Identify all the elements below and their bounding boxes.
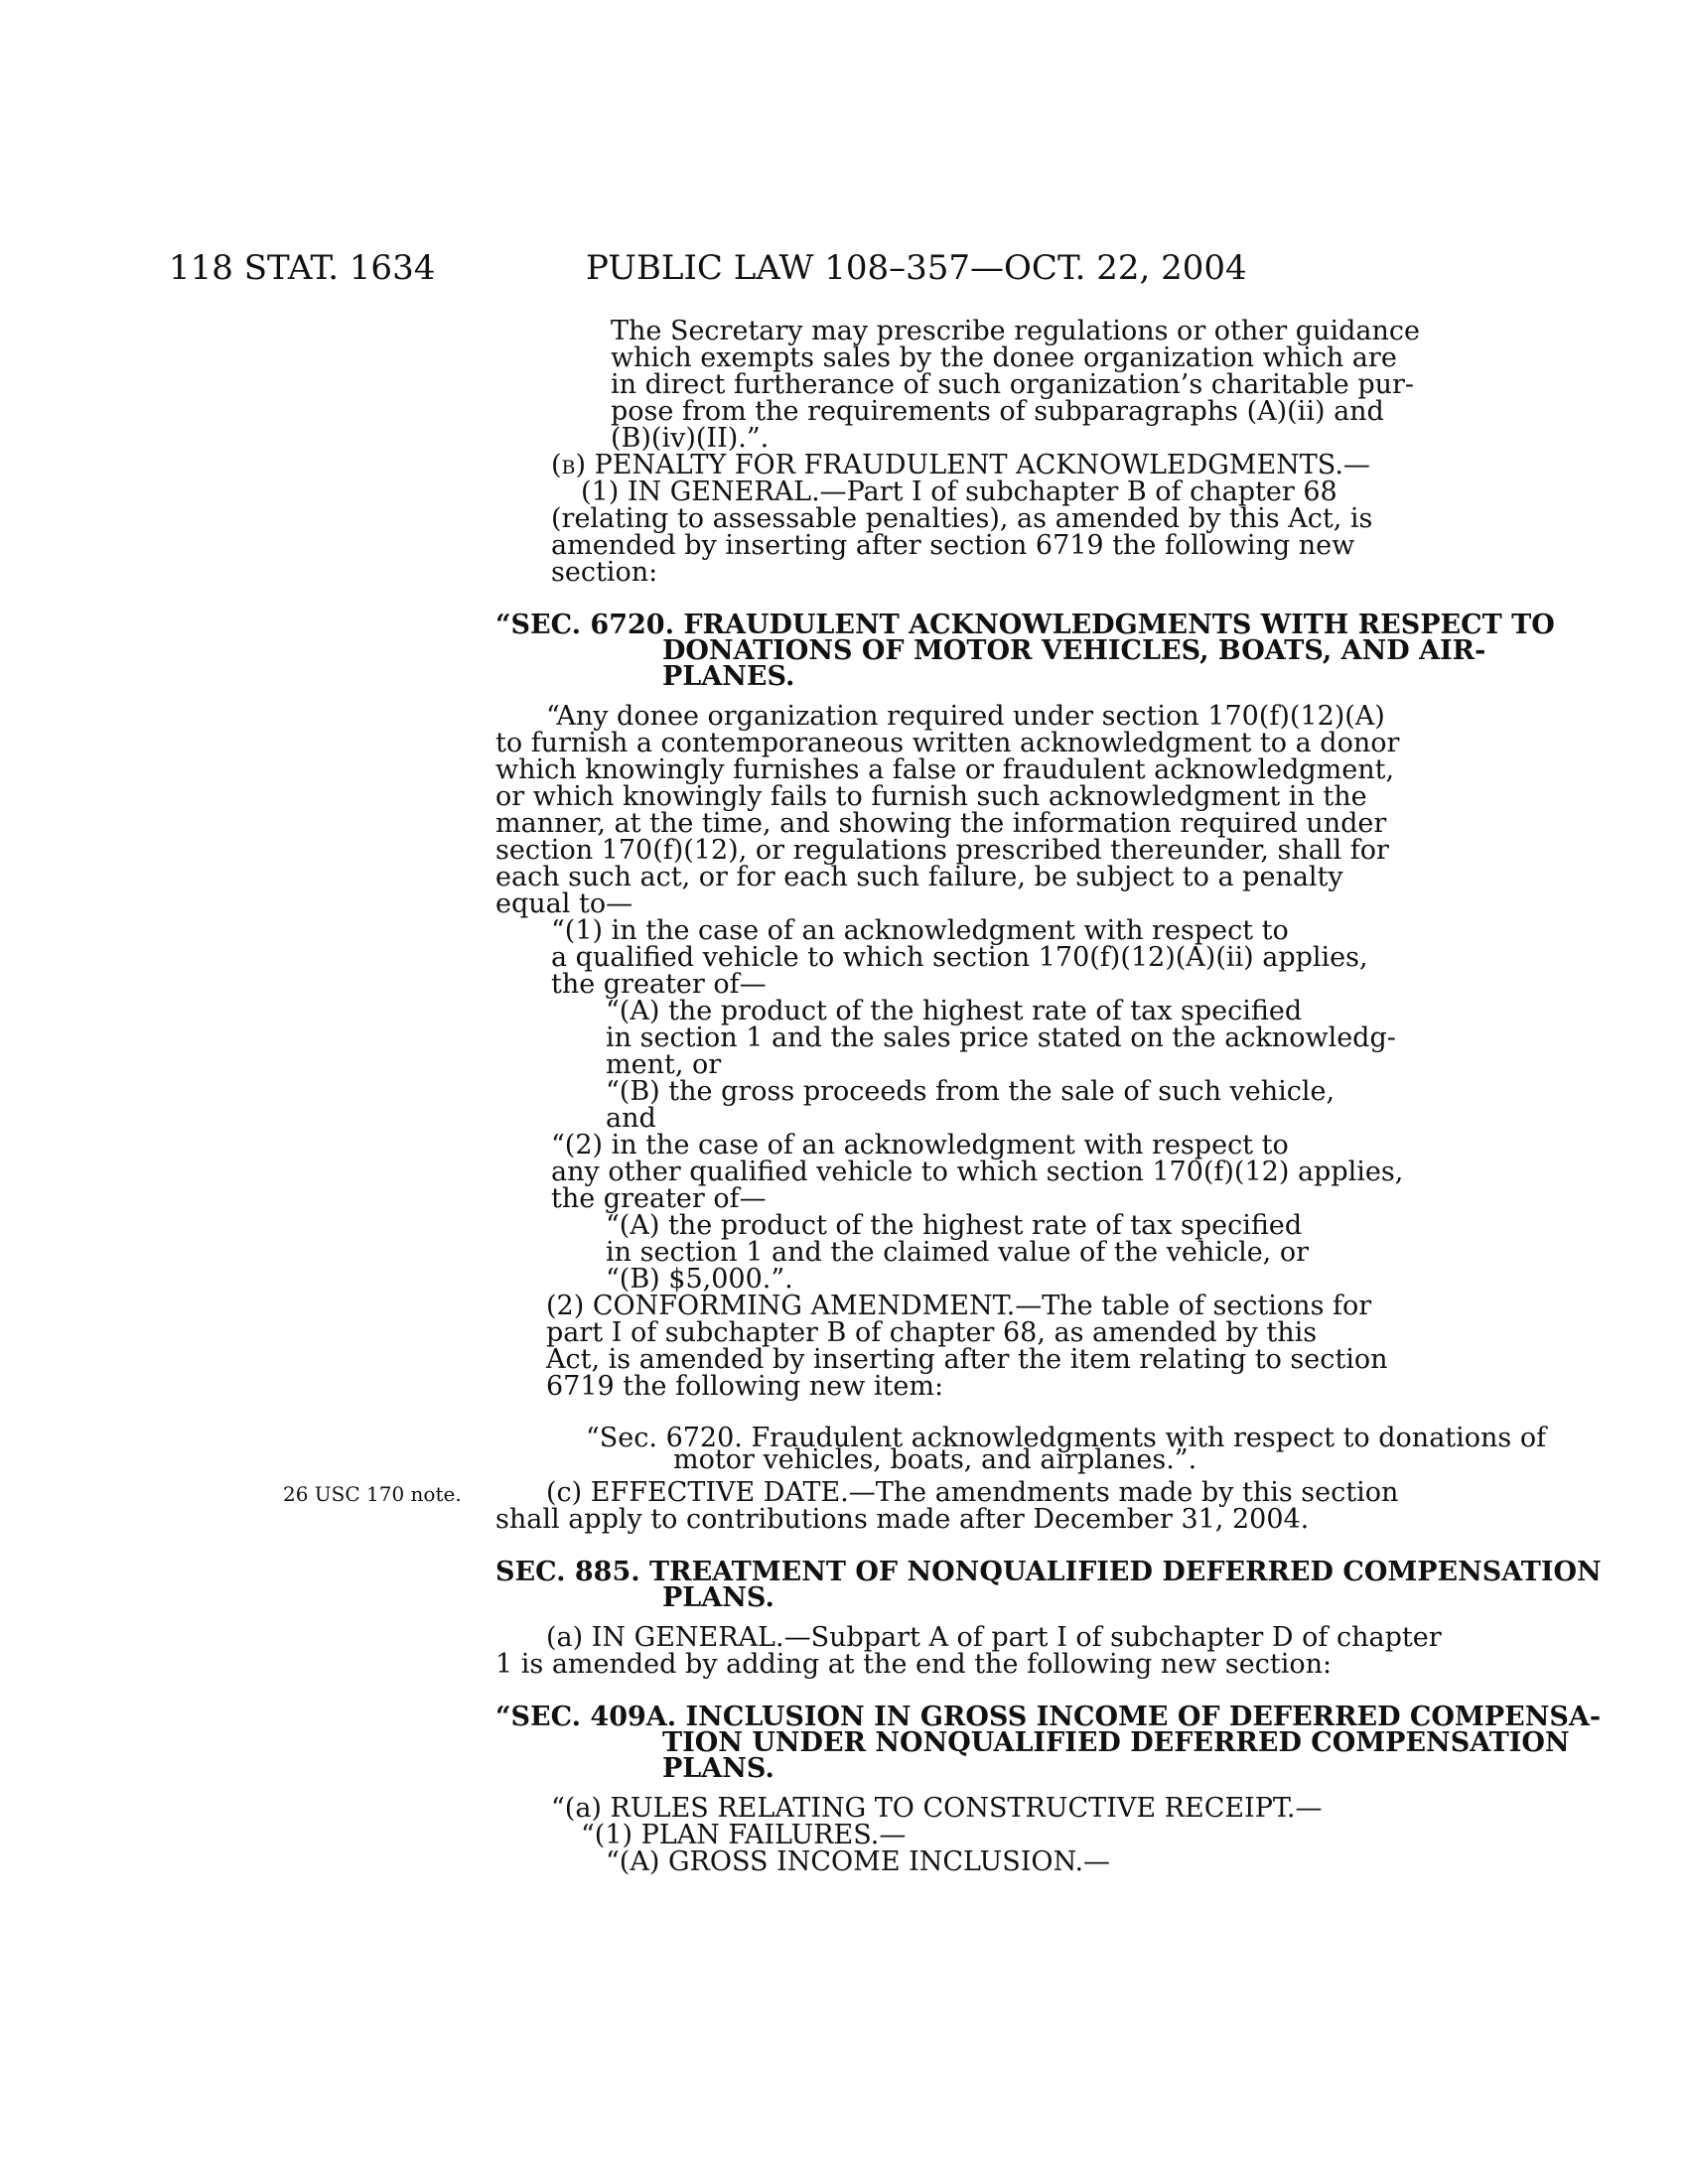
table-item: “Sec. 6720. Fraudulent acknowledgments with respect to donations of: [586, 1423, 1547, 1453]
text-line: “(A) the product of the highest rate of tax specified: [606, 1210, 1303, 1241]
text-line: pose from the requirements of subparagraphs (A)(ii) and: [611, 396, 1384, 427]
subsection-heading: (b) PENALTY FOR FRAUDULENT ACKNOWLEDGMENTS.—: [551, 450, 1370, 480]
page-header-title: PUBLIC LAW 108–357—OCT. 22, 2004: [586, 248, 1247, 288]
subsection-heading: “(A) GROSS INCOME INCLUSION.—: [606, 1846, 1111, 1877]
text-line: “Any donee organization required under section 170(f)(12)(A): [546, 701, 1385, 732]
margin-note: 26 USC 170 note.: [283, 1482, 462, 1506]
text-line: Act, is amended by inserting after the item relating to section: [546, 1344, 1388, 1375]
section-heading: TION UNDER NONQUALIFIED DEFERRED COMPENSATION: [662, 1727, 1570, 1758]
text-line: “(2) in the case of an acknowledgment with respect to: [551, 1130, 1289, 1160]
text-line: which knowingly furnishes a false or fraudulent acknowledgment,: [495, 754, 1395, 785]
text-line: (relating to assessable penalties), as amended by this Act, is: [551, 503, 1373, 534]
text-line: The Secretary may prescribe regulations or other guidance: [611, 316, 1420, 346]
text-line: “(1) in the case of an acknowledgment with respect to: [551, 915, 1289, 946]
section-heading: PLANES.: [662, 661, 795, 692]
table-item: motor vehicles, boats, and airplanes.”.: [673, 1444, 1197, 1475]
subsection-heading: “(a) RULES RELATING TO CONSTRUCTIVE RECEIPT.—: [551, 1793, 1323, 1824]
text-line: the greater of—: [551, 1183, 767, 1214]
section-heading: SEC. 885. TREATMENT OF NONQUALIFIED DEFERRED COMPENSATION: [495, 1557, 1602, 1587]
text-line: any other qualified vehicle to which section 170(f)(12) applies,: [551, 1157, 1404, 1187]
text-line: 6719 the following new item:: [546, 1371, 944, 1402]
text-line: and: [606, 1103, 656, 1134]
text-line: in section 1 and the claimed value of the vehicle, or: [606, 1237, 1310, 1268]
section-heading: PLANS.: [662, 1753, 774, 1784]
text-line: “(A) the product of the highest rate of tax specified: [606, 996, 1303, 1026]
text-line: each such act, or for each such failure, be subject to a penalty: [495, 862, 1343, 892]
text-line: (1) IN GENERAL.—Part I of subchapter B of chapter 68: [581, 477, 1337, 507]
text-line: “(B) the gross proceeds from the sale of such vehicle,: [606, 1076, 1336, 1107]
section-heading: “SEC. 409A. INCLUSION IN GROSS INCOME OF DEFERRED COMPENSA-: [495, 1702, 1602, 1732]
text-line: in direct furtherance of such organization’s charitable pur-: [611, 369, 1415, 400]
text-line: a qualified vehicle to which section 170(f)(12)(A)(ii) applies,: [551, 942, 1368, 973]
text-line: 1 is amended by adding at the end the following new section:: [495, 1649, 1333, 1680]
text-line: (c) EFFECTIVE DATE.—The amendments made by this section: [546, 1477, 1399, 1508]
text-line: amended by inserting after section 6719 the following new: [551, 530, 1355, 561]
text-line: “(B) $5,000.”.: [606, 1264, 793, 1295]
text-line: to furnish a contemporaneous written acknowledgment to a donor: [495, 728, 1400, 758]
text-line: ment, or: [606, 1049, 722, 1080]
text-line: equal to—: [495, 888, 633, 919]
text-line: (2) CONFORMING AMENDMENT.—The table of sections for: [546, 1291, 1372, 1321]
text-line: manner, at the time, and showing the information required under: [495, 808, 1387, 839]
text-line: or which knowingly fails to furnish such acknowledgment in the: [495, 781, 1367, 812]
text-line: which exempts sales by the donee organization which are: [611, 342, 1397, 373]
text-line: the greater of—: [551, 969, 767, 1000]
section-heading: PLANS.: [662, 1582, 774, 1613]
text-line: (a) IN GENERAL.—Subpart A of part I of subchapter D of chapter: [546, 1622, 1442, 1653]
text-line: in section 1 and the sales price stated on the acknowledg-: [606, 1023, 1396, 1053]
section-heading: “SEC. 6720. FRAUDULENT ACKNOWLEDGMENTS WITH RESPECT TO: [495, 610, 1555, 640]
text-line: section 170(f)(12), or regulations prescribed thereunder, shall for: [495, 835, 1389, 866]
page-stat-number: 118 STAT. 1634: [169, 248, 436, 288]
text-line: shall apply to contributions made after December 31, 2004.: [495, 1504, 1310, 1535]
text-line: section:: [551, 557, 658, 588]
subsection-heading: “(1) PLAN FAILURES.—: [581, 1820, 907, 1850]
text-line: part I of subchapter B of chapter 68, as amended by this: [546, 1317, 1318, 1348]
text-line: (B)(iv)(II).”.: [611, 423, 770, 454]
section-heading: DONATIONS OF MOTOR VEHICLES, BOATS, AND AIR-: [662, 635, 1486, 666]
